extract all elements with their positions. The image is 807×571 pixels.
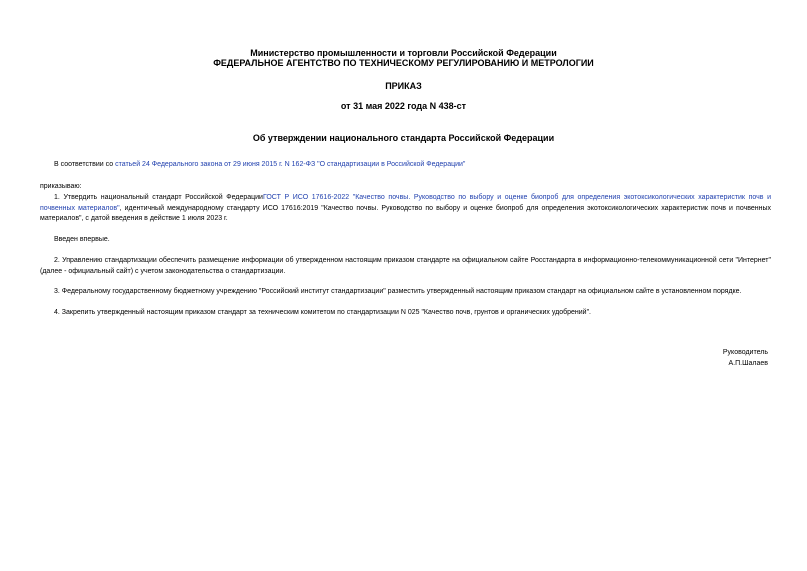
intro-first-paragraph [40, 235, 771, 246]
preamble-text: В соответствии со [54, 161, 116, 168]
agency-name: ФЕДЕРАЛЬНОЕ АГЕНТСТВО ПО ТЕХНИЧЕСКОМУ РЕГУЛИРОВАНИЮ И МЕТРОЛОГИИ [213, 58, 594, 68]
item-2-paragraph [40, 256, 771, 277]
intro-first-text: Введен впервые. [54, 236, 110, 243]
item-1-text-end: , идентичный международному стандарту ИСО 17616:2019 "Качество почвы. Руководство по выбору и оценке биопроб для определения экотоксикологических характеристик почв и почвенных материалов", с датой введения в действие 1 июля 2023 г. [40, 204, 772, 222]
ministry-name: Министерство промышленности и торговли Российской Федерации [250, 48, 557, 58]
preamble-paragraph [40, 160, 771, 171]
item-3-text: 3. Федеральному государственному бюджетному учреждению "Российский институт стандартизации" разместить утвержденный настоящим приказом стандарт на официальном сайте в установленном порядке. [54, 288, 742, 295]
signature-name: А.П.Шалаев [728, 360, 768, 367]
item-1-text: 1. Утвердить национальный стандарт Российской Федерации [54, 194, 263, 201]
item-2-text: 2. Управлению стандартизации обеспечить размещение информации об утвержденном настоящим приказом стандарте на официальном сайте Росстандарта в информационно-телекоммуникационной сети "Интернет" (далее - официальный сайт) с учетом законодательства о стандартизации. [40, 257, 771, 275]
item-3-paragraph [40, 287, 771, 298]
order-word: приказываю: [40, 183, 82, 190]
document-title: Об утверждении национального стандарта Российской Федерации [252, 133, 555, 143]
law-article-link[interactable]: статьей 24 Федерального закона от 29 июня 2015 г. N 162-ФЗ "О стандартизации в Российской Федерации" [115, 161, 466, 168]
item-1-paragraph [40, 193, 771, 225]
document-date-number: от 31 мая 2022 года N 438-ст [340, 101, 467, 111]
gost-standard-link[interactable]: ГОСТ Р ИСО 17616-2022 "Качество почвы. Руководство по выбору и оценке биопроб для определения экотоксикологических характеристик почв и почвенных материалов" [40, 194, 772, 212]
item-4-text: 4. Закрепить утвержденный настоящим приказом стандарт за техническим комитетом по стандартизации N 025 "Качество почв, грунтов и органических удобрений". [54, 309, 592, 316]
document-type: ПРИКАЗ [385, 81, 422, 91]
signature-position: Руководитель [722, 349, 768, 356]
item-4-paragraph [40, 308, 771, 319]
